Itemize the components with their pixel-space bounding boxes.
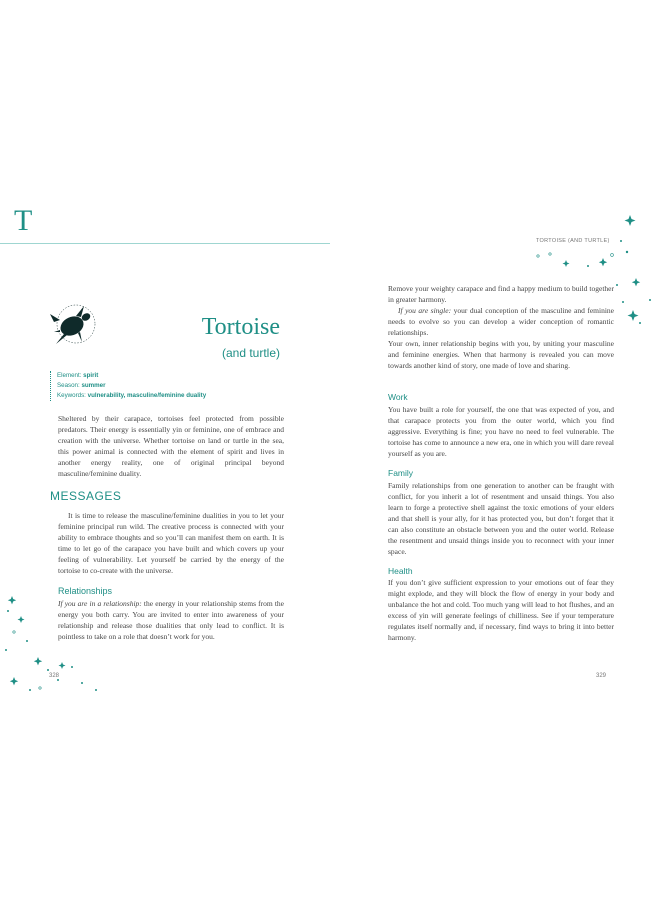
page-number-right: 329 [596, 673, 607, 679]
relationships-paragraph [58, 598, 284, 642]
running-header: TORTOISE (AND TURTLE) [536, 238, 610, 244]
single-paragraph [388, 305, 614, 338]
meta-keywords-label: Keywords: [57, 392, 86, 399]
health-heading: Health [388, 566, 413, 576]
relationships-heading: Relationships [58, 586, 113, 596]
chapter-letter: T [14, 204, 33, 237]
meta-element-value: spirit [83, 372, 99, 379]
meta-keywords [57, 391, 297, 401]
work-paragraph: You have built a role for yourself, the one that was expected of you, and that carapace protects you from the outer world, which you find aggressive. Everything is fine; you have no need to feel vulnerable. The tortoise has come to announce a new era, one in which you will dare reveal yourself as you are. [388, 405, 614, 458]
page-subtitle: (and turtle) [221, 346, 280, 360]
single-text: your dual conception of the masculine and feminine needs to evolve so you can develop a wider conception of romantic relationships. [388, 306, 615, 337]
intro-paragraph: Sheltered by their carapace, tortoises feel protected from possible predators. Their energy is essentially yin or feminine, one of embrace and creation with the universe. Whether tortoise on land or turtle in the sea, this power animal is connected with the element of spirit and lives in another energy reality, one of original principal beyond masculine/feminine duality. [58, 414, 284, 478]
messages-heading: MESSAGES [50, 489, 122, 503]
relationships-continued [388, 283, 614, 371]
sparkle-star-icon [628, 310, 639, 321]
health-paragraph: If you don’t give sufficient expression to your emotions out of fear they might explode, and they will block the flow of energy in your body and unbalance the hot and cold. Too much yang will lead to hot flushes, and an excess of yin will generate feelings of chilliness. See if your temperature regulates itself normally and, if necessary, find ways to bring it into better harmony. [388, 578, 614, 642]
animal-meta [50, 371, 297, 401]
chapter-divider [0, 243, 330, 244]
page-number-left: 328 [49, 673, 60, 679]
turtle-icon [46, 302, 98, 350]
meta-season-label: Season: [57, 382, 80, 389]
relationships-continued-2: Your own, inner relationship begins with you, by uniting your masculine and feminine energies. When that harmony is revealed you can move towards another kind of story, one made of love and sharing. [388, 339, 614, 370]
page-title: Tortoise [201, 314, 280, 340]
meta-season [57, 381, 297, 391]
family-paragraph: Family relationships from one generation to another can be fraught with conflict, for you inherit a lot of resentment and unsaid things. You also learn to forge a protective shell against the toxic emotions of your elders and that shell is your ally, for it has protected you, but don’t forget that it can also constitute an obstacle between you and the outer world. Release the resentment and unsaid things inside you to reconnect with your inner space. [388, 481, 614, 556]
relationships-text: the energy in your relationship stems from the energy you both carry. You are invited to enter into awareness of your relationship and release those dualities that only lead to conflict. It is pointless to take on a role that doesn’t work for you. [58, 599, 285, 641]
meta-element [57, 371, 297, 381]
work-heading: Work [388, 392, 408, 402]
meta-season-value: summer [81, 382, 106, 389]
relationships-lead: If you are in a relationship: [58, 599, 142, 608]
meta-element-label: Element: [57, 372, 82, 379]
sparkle-star-icon [563, 260, 570, 267]
meta-keywords-value: vulnerability, masculine/feminine duality [87, 392, 207, 399]
relationships-continued-1: Remove your weighty carapace and find a happy medium to build together in greater harmony. [388, 284, 614, 304]
single-lead: If you are single: [398, 306, 452, 315]
family-heading: Family [388, 468, 414, 478]
sparkle-star-icon [599, 258, 607, 266]
messages-paragraph: It is time to release the masculine/feminine dualities in you to let your feminine principal run wild. The creative process is connected with your ability to embrace thoughts and so you’ll can manifest them on earth. It is time to let go of the carapace you have built and which covers up your feeling of vulnerability. Let yourself be carried by the energy of the tortoise to co-create with the universe. [58, 511, 284, 575]
sparkle-star-icon [625, 215, 636, 226]
sparkle-star-icon [632, 278, 640, 286]
